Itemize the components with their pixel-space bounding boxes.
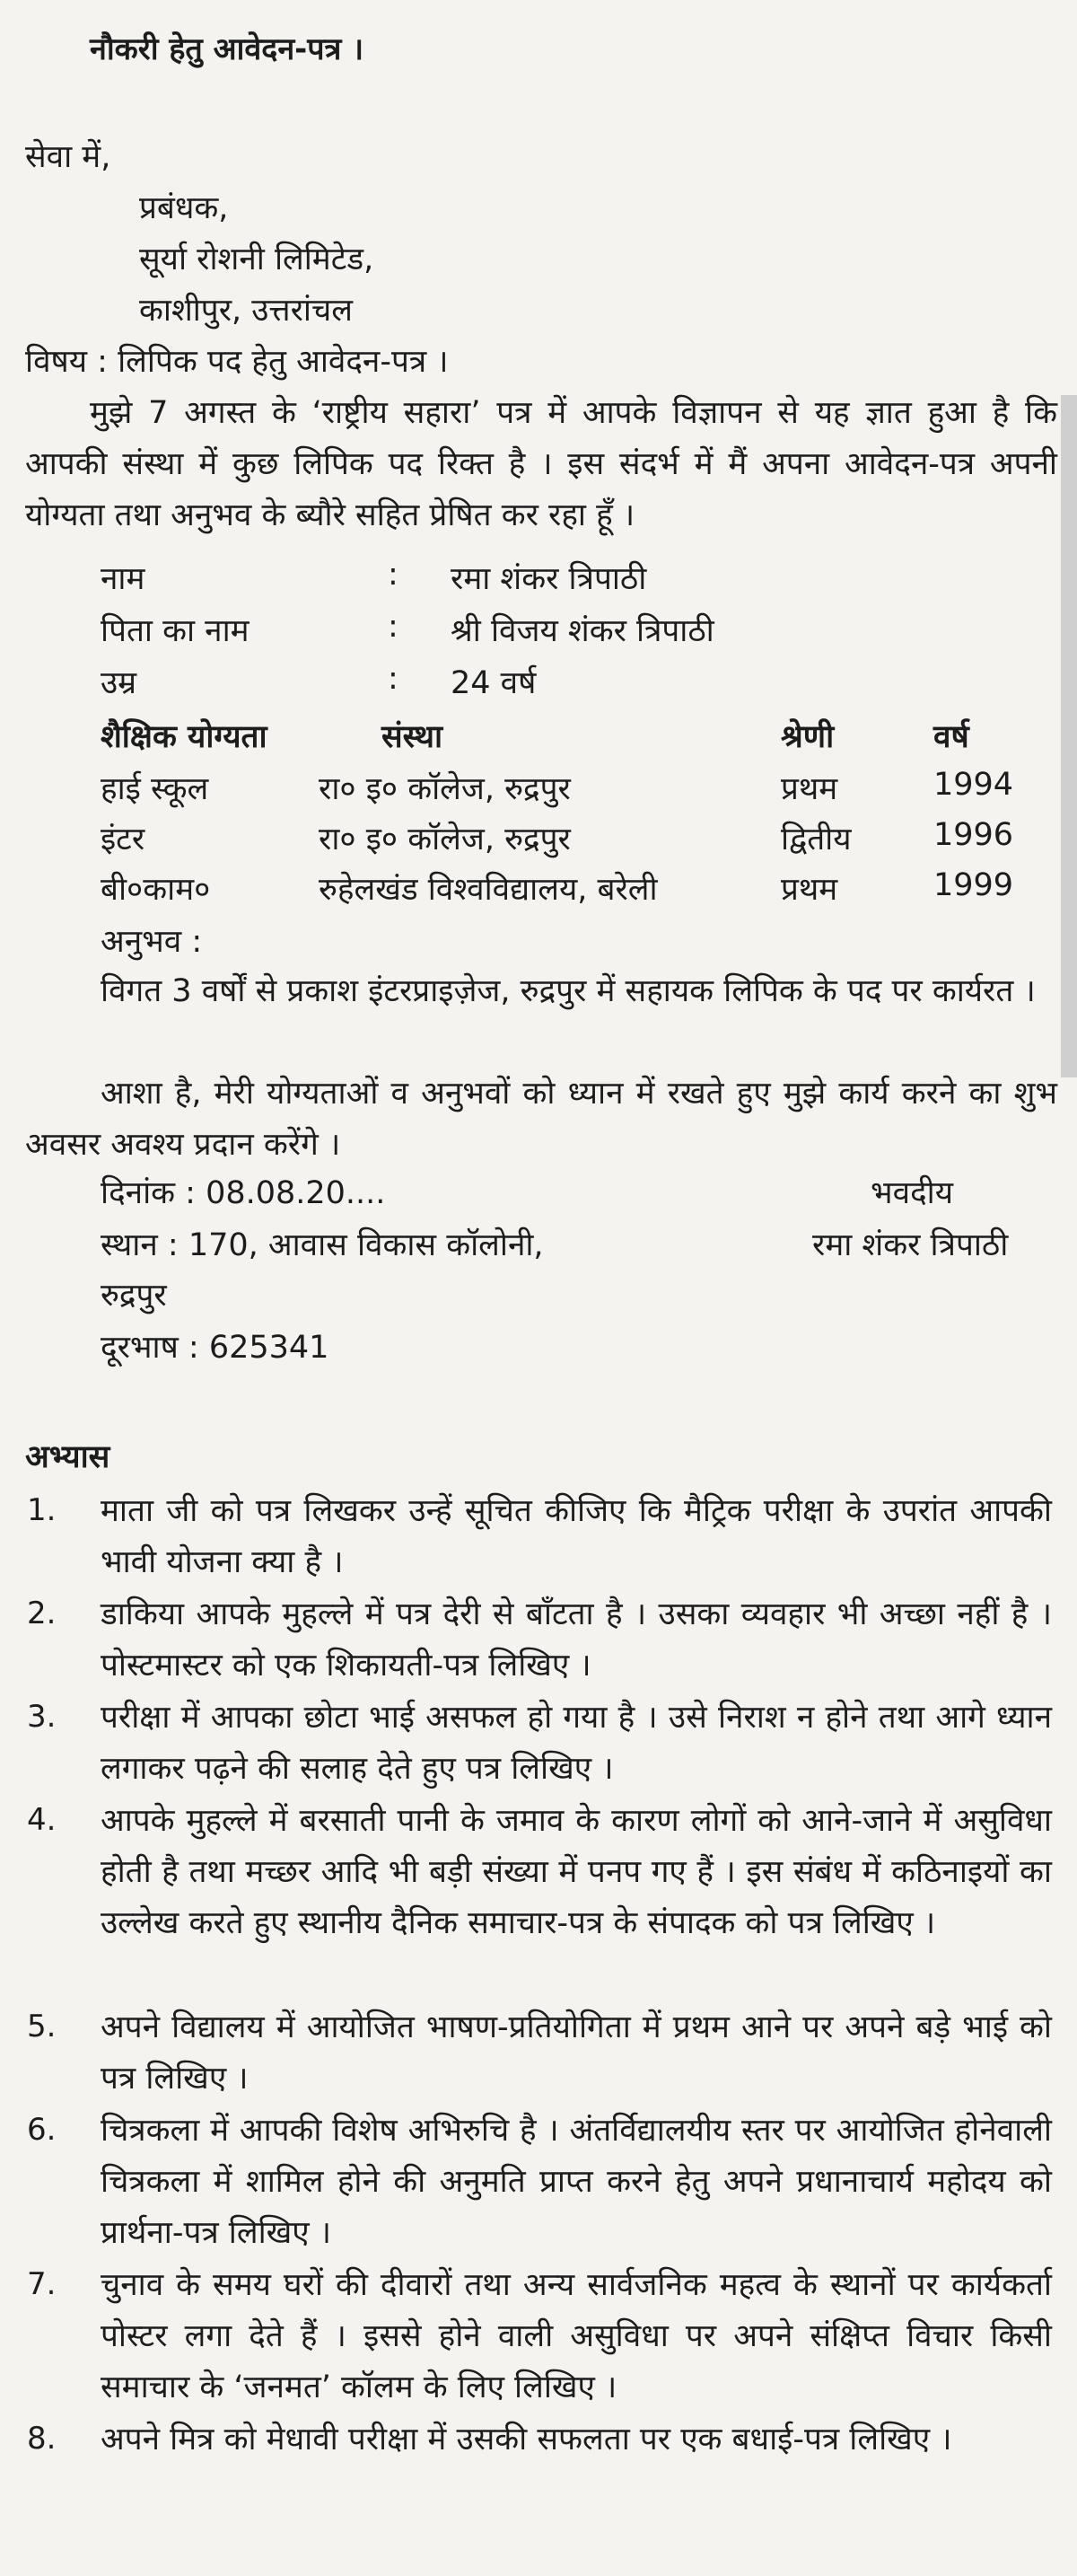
exercise-text: माता जी को पत्र लिखकर उन्हें सूचित कीजिए कि मैट्रिक परीक्षा के उपरांत आपकी भावी योजना क्या है । xyxy=(101,1493,1052,1580)
subject-line: विषय : लिपिक पद हेतु आवेदन-पत्र । xyxy=(25,344,449,380)
recipient-line-2: सूर्या रोशनी लिमिटेड, xyxy=(139,242,374,277)
table-header-institution: संस्था xyxy=(381,719,443,755)
detail-label-father: पिता का नाम xyxy=(101,613,250,649)
table-header-year: वर्ष xyxy=(933,719,969,755)
recipient-line-3: काशीपुर, उत्तरांचल xyxy=(139,293,353,329)
salutation: सेवा में, xyxy=(25,139,111,175)
table-cell: रा० इ० कॉलेज, रुद्रपुर xyxy=(319,822,571,857)
experience-paragraph: विगत 3 वर्षों से प्रकाश इंटरप्राइज़ेज, रुद्रपुर में सहायक लिपिक के पद पर कार्यरत । xyxy=(101,973,1036,1009)
table-header-qualification: शैक्षिक योग्यता xyxy=(101,719,267,755)
experience-label: अनुभव : xyxy=(101,924,203,960)
table-cell: रा० इ० कॉलेज, रुद्रपुर xyxy=(319,771,571,807)
detail-label-name: नाम xyxy=(101,561,145,597)
exercise-number: 3. xyxy=(27,1699,57,1735)
exercise-number: 2. xyxy=(27,1596,57,1631)
detail-value-name: रमा शंकर त्रिपाठी xyxy=(451,561,647,597)
place-city: रुद्रपुर xyxy=(101,1278,167,1314)
exercise-text: आपके मुहल्ले में बरसाती पानी के जमाव के कारण लोगों को आने-जाने में असुविधा होती है तथा मच्छर आदि भी बड़ी संख्या में पनप गए हैं । इस संबंध में कठिनाइयों का उल्लेख करते हुए स्थानीय दैनिक समाचार-पत्र के संपादक को पत्र लिखिए । xyxy=(101,1803,1052,1941)
exercise-number: 6. xyxy=(27,2112,57,2148)
table-cell: रुहेलखंड विश्वविद्यालय, बरेली xyxy=(319,872,658,908)
table-cell: प्रथम xyxy=(781,771,838,807)
table-cell: 1996 xyxy=(933,817,1014,853)
detail-label-age: उम्र xyxy=(101,665,137,701)
table-cell: 1994 xyxy=(933,767,1014,803)
table-cell: द्वितीय xyxy=(781,822,852,857)
table-cell: 1999 xyxy=(933,867,1014,903)
signoff: भवदीय xyxy=(871,1175,954,1211)
date-line: दिनांक : 08.08.20.... xyxy=(101,1175,386,1211)
exercise-text: चुनाव के समय घरों की दीवारों तथा अन्य सार्वजनिक महत्व के स्थानों पर कार्यकर्ता पोस्टर लगा देते हैं । इससे होने वाली असुविधा पर अपने संक्षिप्त विचार किसी समाचार के ‘जनमत’ कॉलम के लिए लिखिए । xyxy=(101,2267,1052,2405)
exercise-text: चित्रकला में आपकी विशेष अभिरुचि है । अंतर्विद्यालयीय स्तर पर आयोजित होनेवाली चित्रकला में शामिल होने की अनुमति प्राप्त करने हेतु अपने प्रधानाचार्य महोदय को प्रार्थना-पत्र लिखिए । xyxy=(101,2113,1052,2251)
scan-edge-shadow xyxy=(1061,395,1077,1077)
table-cell: हाई स्कूल xyxy=(101,771,209,807)
exercise-number: 1. xyxy=(27,1492,57,1528)
signature-name: रमा शंकर त्रिपाठी xyxy=(812,1227,1009,1263)
exercise-text: डाकिया आपके मुहल्ले में पत्र देरी से बाँटता है । उसका व्यवहार भी अच्छा नहीं है । पोस्टमास्टर को एक शिकायती-पत्र लिखिए । xyxy=(101,1596,1052,1684)
detail-value-age: 24 वर्ष xyxy=(451,665,537,701)
exercise-heading: अभ्यास xyxy=(25,1439,110,1475)
exercise-number: 4. xyxy=(27,1802,57,1838)
exercise-number: 7. xyxy=(27,2266,57,2302)
table-header-division: श्रेणी xyxy=(781,719,835,755)
closing-paragraph: आशा है, मेरी योग्यताओं व अनुभवों को ध्यान में रखते हुए मुझे कार्य करने का शुभ अवसर अवश्य प्रदान करेंगे । xyxy=(25,1076,1057,1163)
recipient-line-1: प्रबंधक, xyxy=(139,190,229,226)
exercise-text: परीक्षा में आपका छोटा भाई असफल हो गया है । उसे निराश न होने तथा आगे ध्यान लगाकर पढ़ने की सलाह देते हुए पत्र लिखिए । xyxy=(101,1700,1052,1787)
exercise-text: अपने मित्र को मेधावी परीक्षा में उसकी सफलता पर एक बधाई-पत्र लिखिए । xyxy=(101,2422,952,2457)
body-intro-paragraph: मुझे 7 अगस्त के ‘राष्ट्रीय सहारा’ पत्र में आपके विज्ञापन से यह ज्ञात हुआ है कि आपकी संस्था में कुछ लिपिक पद रिक्त है । इस संदर्भ में मैं अपना आवेदन-पत्र अपनी योग्यता तथा अनुभव के ब्यौरे सहित प्रेषित कर रहा हूँ । xyxy=(25,395,1057,533)
exercise-text: अपने विद्यालय में आयोजित भाषण-प्रतियोगिता में प्रथम आने पर अपने बड़े भाई को पत्र लिखिए । xyxy=(101,2009,1052,2097)
phone-line: दूरभाष : 625341 xyxy=(101,1330,329,1366)
detail-sep-name: : xyxy=(388,557,398,593)
place-line: स्थान : 170, आवास विकास कॉलोनी, xyxy=(101,1227,544,1263)
page-title: नौकरी हेतु आवेदन-पत्र । xyxy=(90,31,364,67)
detail-sep-age: : xyxy=(388,661,398,697)
table-cell: बी०काम० xyxy=(101,872,211,908)
exercise-number: 5. xyxy=(27,2009,57,2044)
table-cell: प्रथम xyxy=(781,872,838,908)
exercise-number: 8. xyxy=(27,2421,57,2457)
detail-value-father: श्री विजय शंकर त्रिपाठी xyxy=(451,613,714,649)
detail-sep-father: : xyxy=(388,609,398,645)
table-cell: इंटर xyxy=(101,822,145,857)
